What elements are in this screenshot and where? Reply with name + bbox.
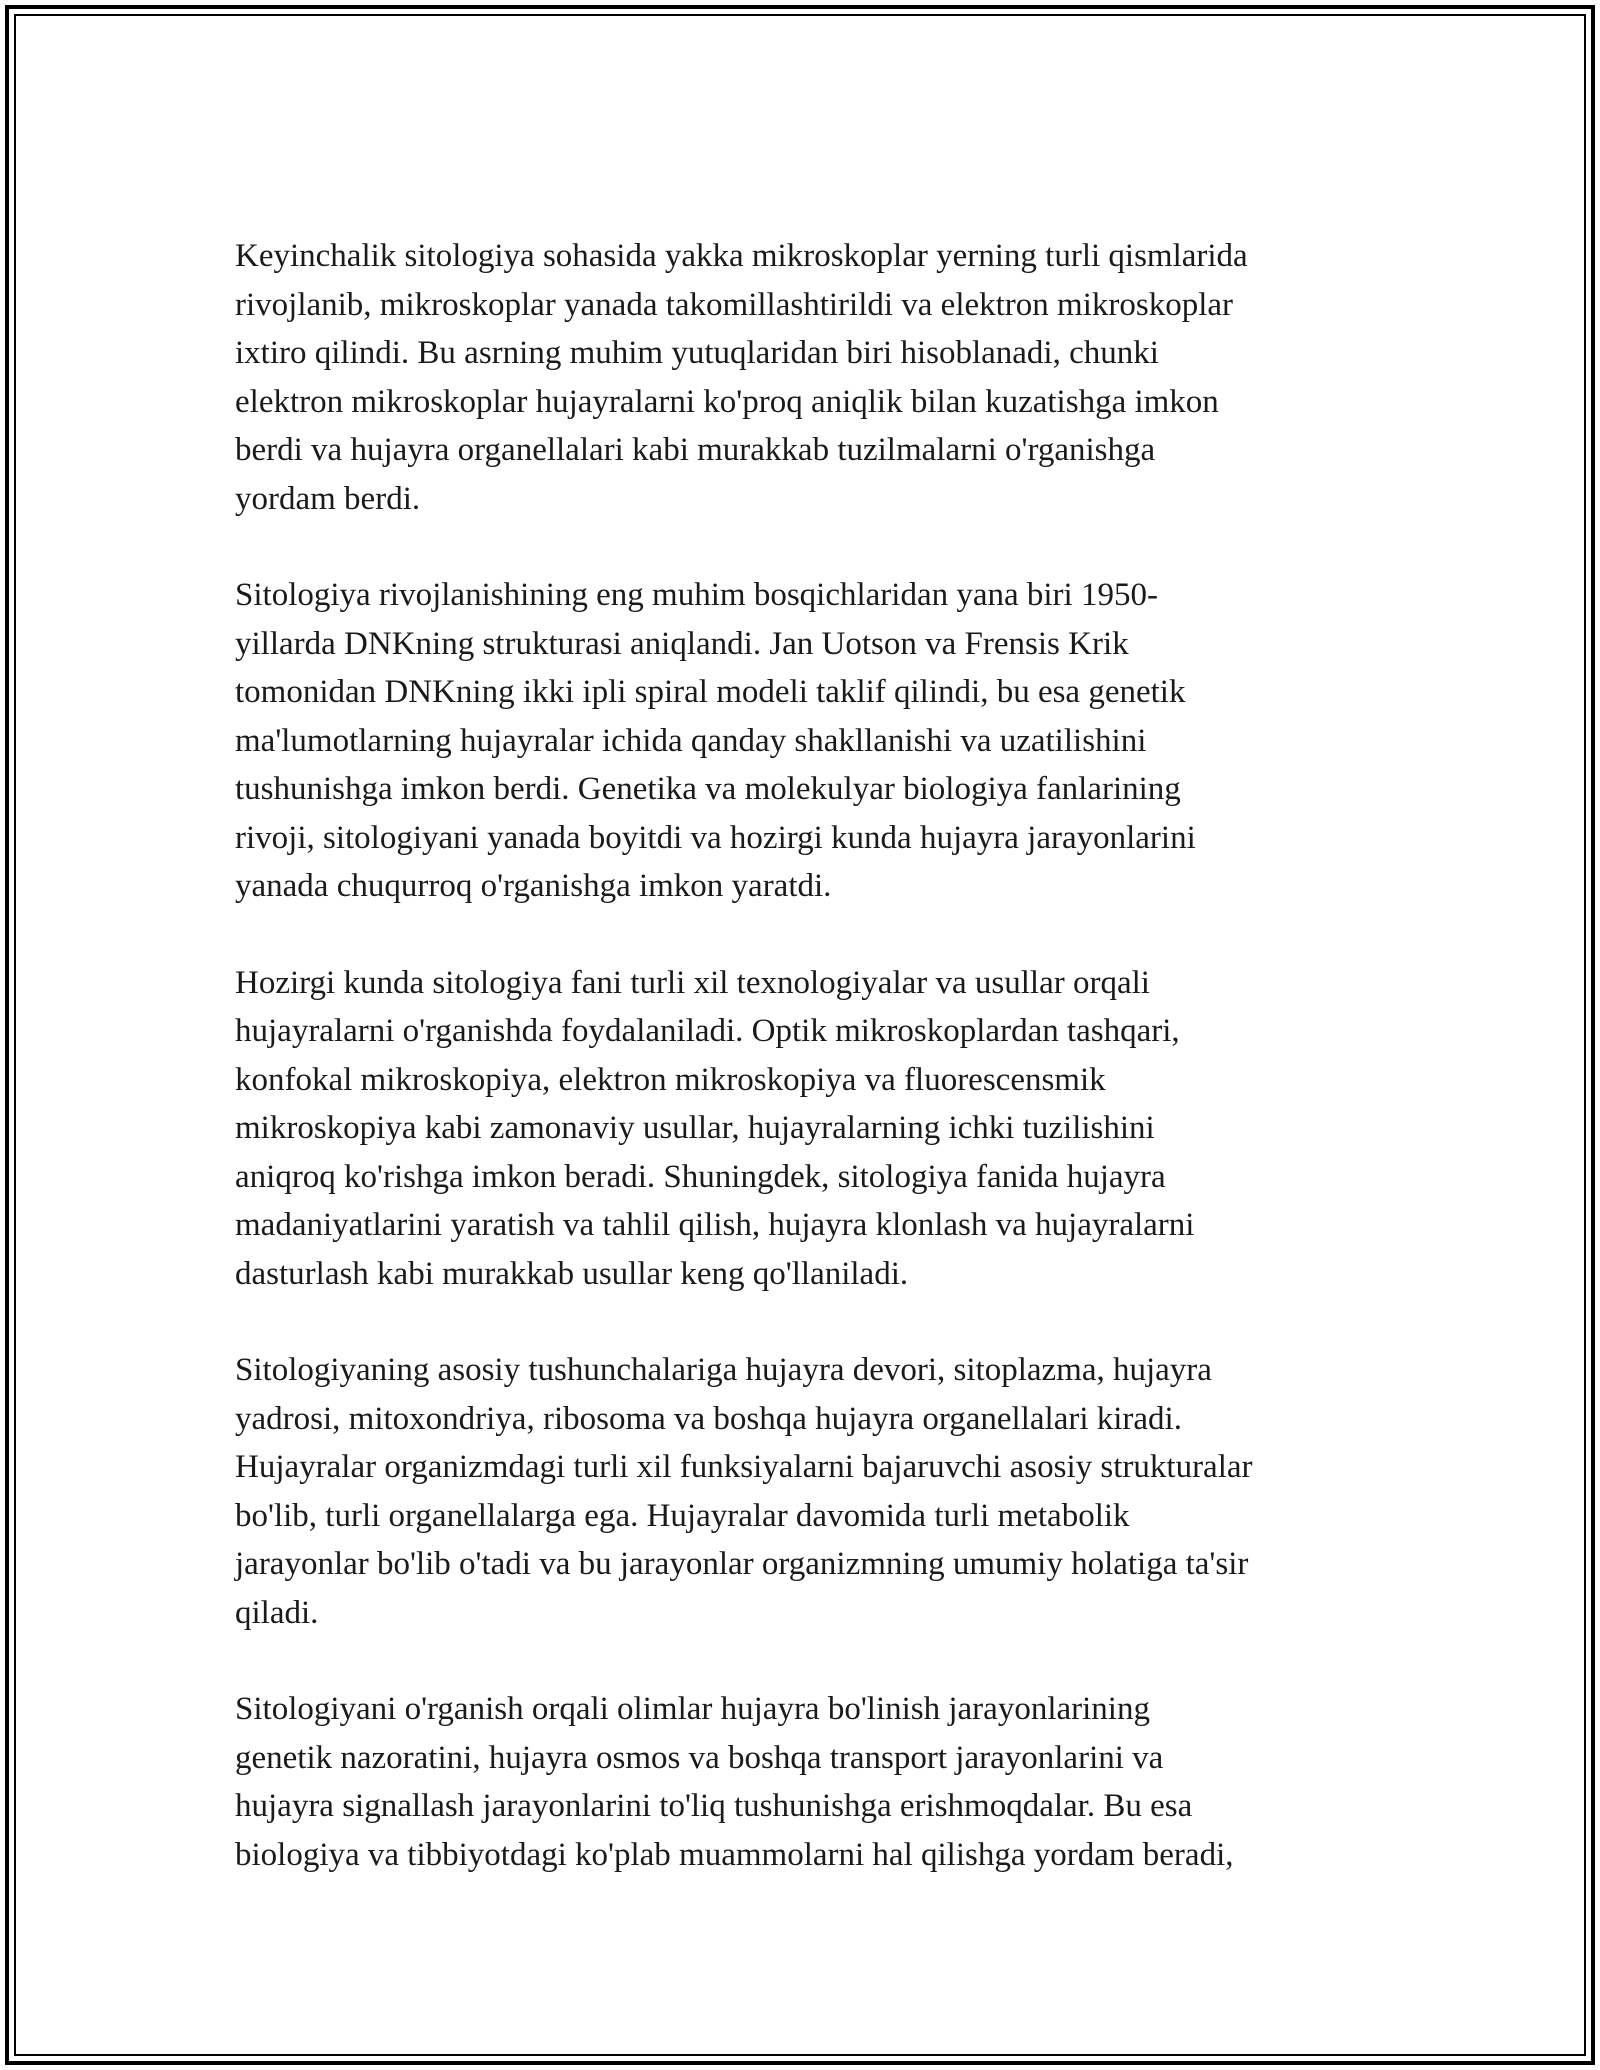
paragraph-microscopes (235, 232, 1375, 523)
text-line: genetik nazoratini, hujayra osmos va boshqa transport jarayonlarini va (235, 1739, 1164, 1776)
text-line: berdi va hujayra organellalari kabi murakkab tuzilmalarni o'rganishga (235, 432, 1156, 468)
text-line: yillarda DNKning strukturasi aniqlandi. Jan Uotson va Frensis Krik (235, 625, 1129, 662)
text-line: tushunishga imkon berdi. Genetika va molekulyar biologiya fanlarining (235, 771, 1181, 807)
text-line: bo'lib, turli organellalarga ega. Hujayralar davomida turli metabolik (235, 1497, 1130, 1534)
text-line: tomonidan DNKning ikki ipli spiral modeli taklif qilindi, bu esa genetik (235, 674, 1186, 710)
text-line: Sitologiya rivojlanishining eng muhim bosqichlaridan yana biri 1950- (235, 577, 1158, 613)
text-line: ma'lumotlarning hujayralar ichida qanday shakllanishi va uzatilishini (235, 722, 1147, 759)
text-line: rivoji, sitologiyani yanada boyitdi va hozirgi kunda hujayra jarayonlarini (235, 819, 1196, 856)
paragraph-research-outcomes (235, 1685, 1375, 1879)
text-line: rivojlanib, mikroskoplar yanada takomillashtirildi va elektron mikroskoplar (235, 286, 1234, 323)
paragraph-dna-structure (235, 571, 1375, 911)
document-body (235, 232, 1375, 1927)
text-line: Sitologiyani o'rganish orqali olimlar hujayra bo'linish jarayonlarining (235, 1691, 1150, 1727)
text-line: jarayonlar bo'lib o'tadi va bu jarayonlar organizmning umumiy holatiga ta'sir (235, 1546, 1249, 1582)
text-line: yordam berdi. (235, 480, 421, 517)
paragraph-basic-concepts (235, 1346, 1375, 1637)
text-line: Hozirgi kunda sitologiya fani turli xil texnologiyalar va usullar orqali (235, 964, 1150, 1001)
text-line: hujayralarni o'rganishda foydalaniladi. Optik mikroskoplardan tashqari, (235, 1013, 1180, 1049)
paragraph-modern-methods (235, 959, 1375, 1299)
text-line: Keyinchalik sitologiya sohasida yakka mikroskoplar yerning turli qismlarida (235, 238, 1248, 274)
text-line: aniqroq ko'rishga imkon beradi. Shuningdek, sitologiya fanida hujayra (235, 1158, 1166, 1195)
text-line: mikroskopiya kabi zamonaviy usullar, hujayralarning ichki tuzilishini (235, 1110, 1155, 1146)
text-line: ixtiro qilindi. Bu asrning muhim yutuqlaridan biri hisoblanadi, chunki (235, 335, 1159, 371)
text-line: biologiya va tibbiyotdagi ko'plab muammolarni hal qilishga yordam beradi, (235, 1836, 1234, 1873)
text-line: qiladi. (235, 1594, 319, 1631)
text-line: yadrosi, mitoxondriya, ribosoma va boshqa hujayra organellalari kiradi. (235, 1400, 1182, 1437)
text-line: elektron mikroskoplar hujayralarni ko'proq aniqlik bilan kuzatishga imkon (235, 383, 1219, 420)
text-line: konfokal mikroskopiya, elektron mikroskopiya va fluorescensmik (235, 1061, 1106, 1098)
text-line: Hujayralar organizmdagi turli xil funksiyalarni bajaruvchi asosiy strukturalar (235, 1449, 1253, 1485)
text-line: dasturlash kabi murakkab usullar keng qo'llaniladi. (235, 1255, 909, 1292)
text-line: Sitologiyaning asosiy tushunchalariga hujayra devori, sitoplazma, hujayra (235, 1352, 1212, 1388)
text-line: hujayra signallash jarayonlarini to'liq tushunishga erishmoqdalar. Bu esa (235, 1788, 1193, 1824)
text-line: madaniyatlarini yaratish va tahlil qilish, hujayra klonlash va hujayralarni (235, 1207, 1195, 1243)
text-line: yanada chuqurroq o'rganishga imkon yaratdi. (235, 868, 832, 904)
